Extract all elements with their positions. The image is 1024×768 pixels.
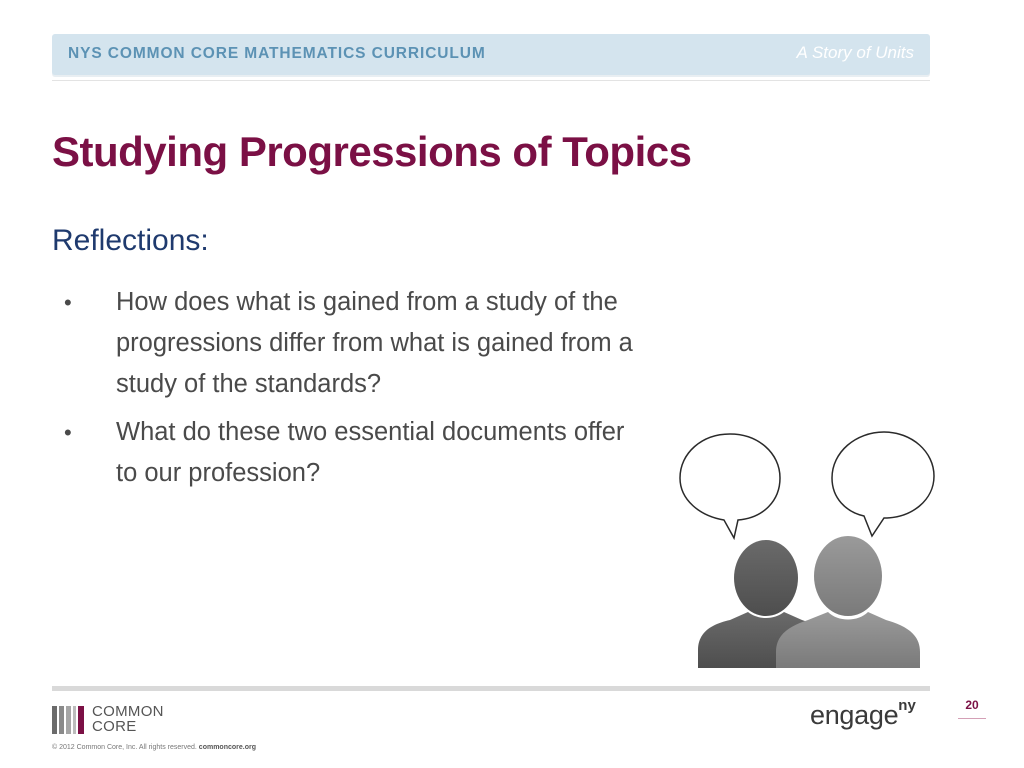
- header-divider: [52, 80, 930, 81]
- bullet-text: What do these two essential documents offer to our profession?: [116, 418, 625, 487]
- page-number-underline: [958, 718, 986, 719]
- ny-wordmark: ny: [898, 697, 916, 714]
- copyright-notice: [52, 744, 256, 751]
- engageny-logo: [810, 697, 916, 731]
- story-label: A Story of Units: [796, 43, 914, 62]
- speech-bubble-right: [832, 432, 934, 536]
- common-core-wordmark: [92, 704, 164, 734]
- speech-bubble-left: [680, 434, 780, 538]
- header-bar: [52, 34, 930, 75]
- speakers-speech-bubbles-icon: [672, 428, 940, 673]
- bullet-item: [52, 412, 652, 494]
- bullet-list: [52, 282, 652, 501]
- slide-subtitle: Reflections:: [52, 224, 209, 257]
- page-number: 20: [965, 698, 979, 712]
- common-core-logo: [52, 704, 192, 736]
- curriculum-label: NYS COMMON CORE MATHEMATICS CURRICULUM: [68, 45, 486, 62]
- common-core-line1: COMMON: [92, 703, 164, 720]
- footer-divider: [52, 686, 930, 691]
- bullet-icon: •: [64, 420, 72, 445]
- copyright-text: © 2012 Common Core, Inc. All rights reserved.: [52, 744, 197, 751]
- person-right: [776, 536, 920, 668]
- common-core-line2: CORE: [92, 718, 137, 735]
- copyright-link[interactable]: commoncore.org: [198, 744, 256, 751]
- bullet-icon: •: [64, 290, 72, 315]
- engage-wordmark: engage: [810, 700, 899, 730]
- bullet-item: [52, 282, 652, 405]
- slide-title: Studying Progressions of Topics: [52, 128, 692, 175]
- common-core-bars-icon: [52, 706, 84, 734]
- bullet-text: How does what is gained from a study of the progressions differ from what is gained from a study of the standards?: [116, 288, 633, 398]
